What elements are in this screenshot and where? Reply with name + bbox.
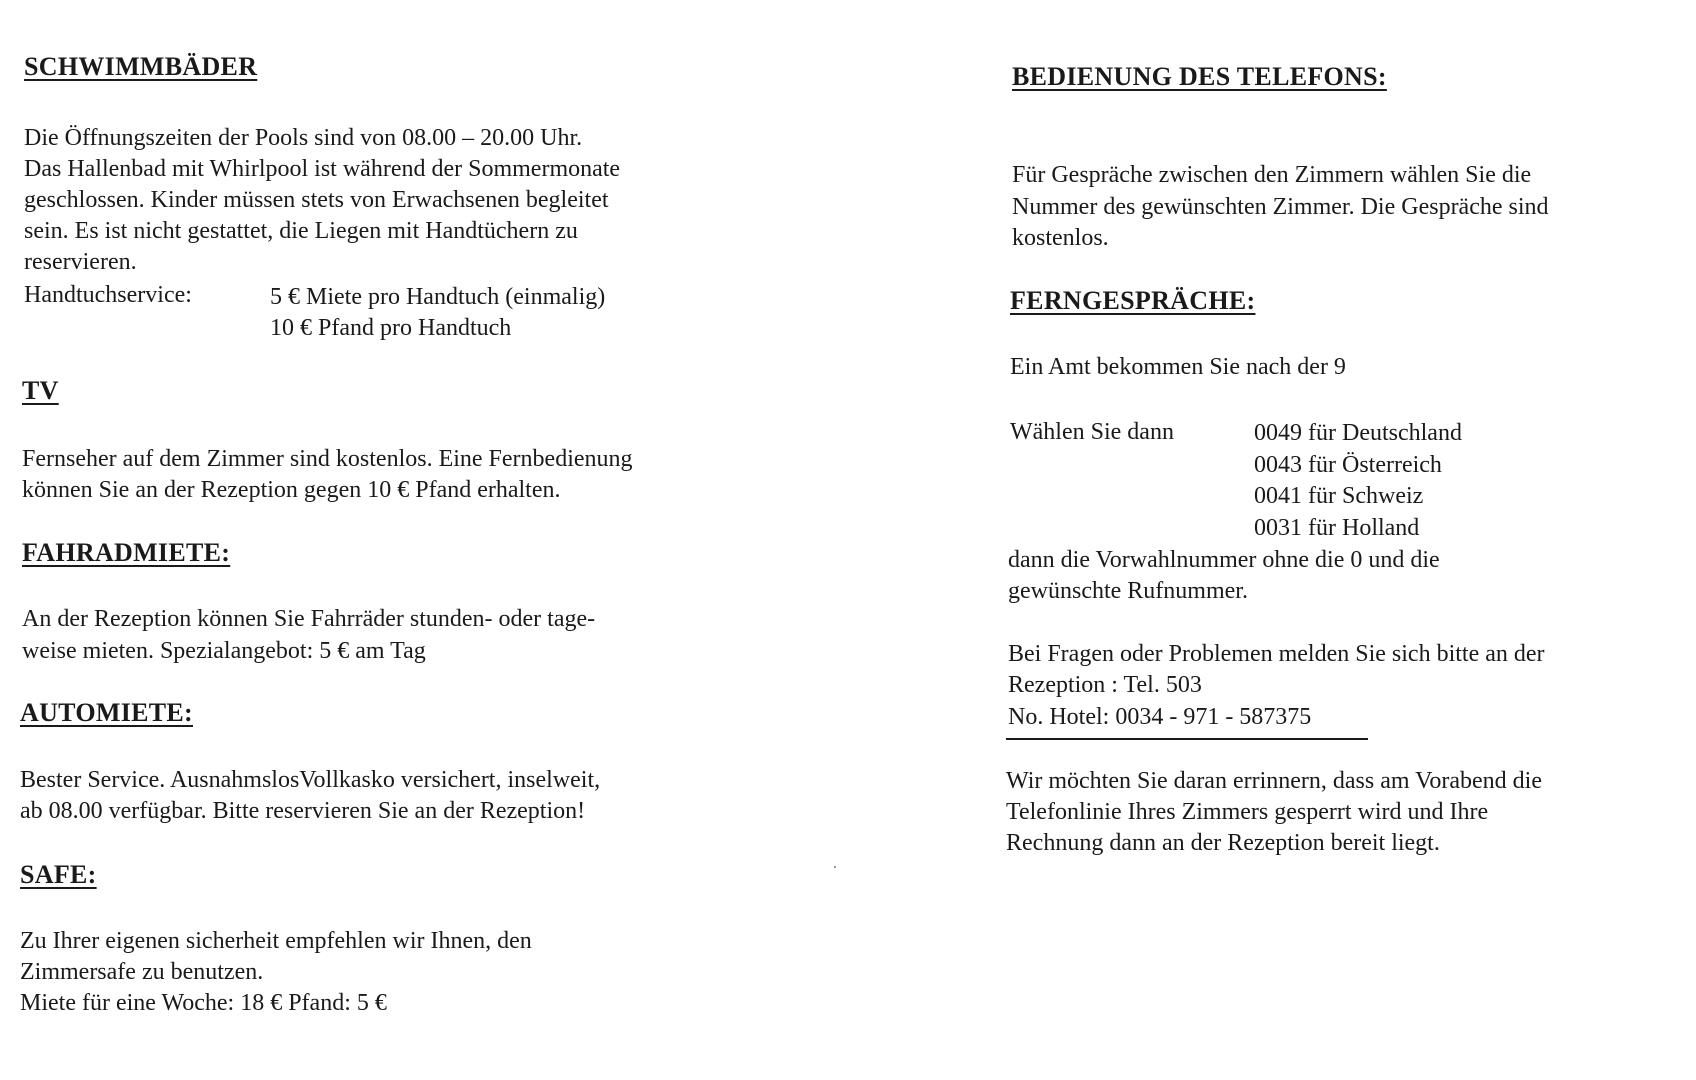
text-line: gewünschte Rufnummer. — [1008, 578, 1248, 604]
heading-safe: SAFE: — [20, 860, 97, 889]
text-line: Bester Service. AusnahmslosVollkasko versichert, inselweit, — [20, 767, 601, 793]
text-line: können Sie an der Rezeption gegen 10 € Pfand erhalten. — [22, 477, 561, 503]
amt-line: Ein Amt bekommen Sie nach der 9 — [1010, 354, 1346, 380]
text-line: dann die Vorwahlnummer ohne die 0 und die — [1008, 547, 1440, 573]
towel-service-label: Handtuchservice: — [24, 282, 192, 308]
heading-tv: TV — [22, 376, 59, 405]
text-line: Fernseher auf dem Zimmer sind kostenlos. Eine Fernbedienung — [22, 446, 633, 472]
reception-phone: Rezeption : Tel. 503 — [1008, 672, 1202, 698]
text-line: Das Hallenbad mit Whirlpool ist während der Sommermonate — [24, 156, 621, 182]
text-line: Für Gespräche zwischen den Zimmern wählen Sie die — [1012, 162, 1532, 188]
heading-schwimmbaeder: SCHWIMMBÄDER — [24, 52, 258, 81]
heading-fahradmiete: FAHRADMIETE: — [22, 538, 231, 567]
heading-bedienung-telefon: BEDIENUNG DES TELEFONS: — [1012, 62, 1387, 91]
text-line: reservieren. — [24, 249, 137, 275]
text-line: Bei Fragen oder Problemen melden Sie sich bitte an der — [1008, 641, 1545, 667]
country-code-ch: 0041 für Schweiz — [1254, 483, 1424, 509]
dial-label: Wählen Sie dann — [1010, 419, 1174, 445]
scan-speck — [834, 866, 836, 868]
text-line: Wir möchten Sie daran errinnern, dass am Vorabend die — [1006, 768, 1542, 794]
text-line: geschlossen. Kinder müssen stets von Erwachsenen begleitet — [24, 187, 609, 213]
heading-ferngespraeche: FERNGESPRÄCHE: — [1010, 286, 1256, 315]
text-line: Rechnung dann an der Rezeption bereit liegt. — [1006, 830, 1440, 856]
text-line: Nummer des gewünschten Zimmer. Die Gespräche sind — [1012, 194, 1549, 220]
divider-rule — [1006, 738, 1368, 740]
text-line: weise mieten. Spezialangebot: 5 € am Tag — [22, 638, 426, 664]
text-line: Telefonlinie Ihres Zimmers gesperrt wird und Ihre — [1006, 799, 1489, 825]
text-line: kostenlos. — [1012, 225, 1109, 251]
towel-deposit-line: 10 € Pfand pro Handtuch — [270, 315, 512, 341]
country-code-nl: 0031 für Holland — [1254, 515, 1420, 541]
country-code-de: 0049 für Deutschland — [1254, 420, 1462, 446]
text-line: sein. Es ist nicht gestattet, die Liegen mit Handtüchern zu — [24, 218, 578, 244]
text-line: Die Öffnungszeiten der Pools sind von 08.00 – 20.00 Uhr. — [24, 125, 583, 151]
text-line: ab 08.00 verfügbar. Bitte reservieren Sie an der Rezeption! — [20, 798, 586, 824]
text-line: Zu Ihrer eigenen sicherheit empfehlen wir Ihnen, den — [20, 928, 532, 954]
text-line: Miete für eine Woche: 18 € Pfand: 5 € — [20, 990, 387, 1016]
hotel-phone-number: No. Hotel: 0034 - 971 - 587375 — [1008, 704, 1312, 730]
text-line: An der Rezeption können Sie Fahrräder stunden- oder tage- — [22, 606, 596, 632]
heading-automiete: AUTOMIETE: — [20, 698, 193, 727]
text-line: Zimmersafe zu benutzen. — [20, 959, 264, 985]
towel-rent-line: 5 € Miete pro Handtuch (einmalig) — [270, 284, 606, 310]
country-code-at: 0043 für Österreich — [1254, 452, 1442, 478]
